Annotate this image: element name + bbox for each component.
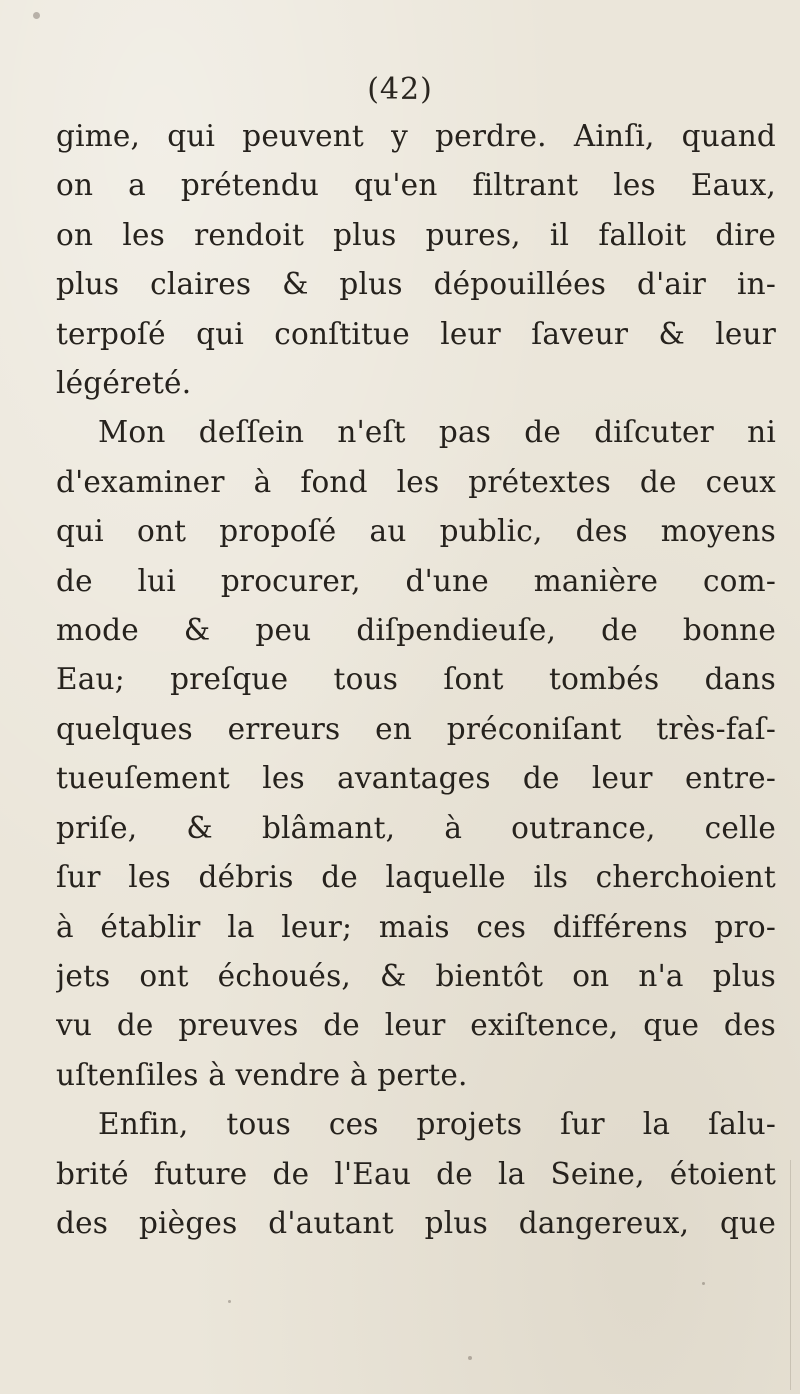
paper-speck bbox=[468, 1356, 472, 1360]
text-line: uſtenſiles à vendre à perte. bbox=[56, 1057, 468, 1092]
text-line: d'examiner à fond les prétextes de ceux bbox=[56, 464, 776, 499]
text-line: de lui procurer, d'une manière com- bbox=[56, 563, 776, 598]
paper-speck bbox=[228, 1300, 231, 1303]
text-line: Mon deſſein n'eſt pas de diſcuter ni bbox=[98, 415, 776, 450]
text-line: gime, qui peuvent y perdre. Ainſi, quand bbox=[56, 119, 776, 153]
text-line: des pièges d'autant plus dangereux, que bbox=[56, 1205, 776, 1240]
paper-crease bbox=[790, 1160, 791, 1390]
page-number: (42) bbox=[367, 72, 433, 107]
text-line: Eau; preſque tous ſont tombés dans bbox=[56, 662, 776, 697]
paper-speck bbox=[33, 12, 40, 19]
text-line: qui ont propoſé au public, des moyens bbox=[56, 514, 776, 549]
text-line: tueuſement les avantages de leur entre- bbox=[56, 761, 776, 796]
text-line: à établir la leur; mais ces différens pro- bbox=[56, 909, 776, 944]
text-line: on les rendoit plus pures, il falloit dire bbox=[56, 217, 776, 252]
text-line: Enfin, tous ces projets ſur la ſalu- bbox=[98, 1107, 776, 1142]
text-line: on a prétendu qu'en filtrant les Eaux, bbox=[56, 168, 776, 203]
text-line: priſe, & blâmant, à outrance, celle bbox=[56, 810, 776, 845]
text-line: mode & peu diſpendieuſe, de bonne bbox=[56, 613, 776, 648]
text-line: quelques erreurs en préconiſant très-faſ- bbox=[56, 711, 776, 746]
text-line: jets ont échoués, & bientôt on n'a plus bbox=[56, 958, 776, 993]
text-line: plus claires & plus dépouillées d'air in- bbox=[56, 267, 776, 302]
text-line: ſur les débris de laquelle ils cherchoient bbox=[56, 860, 776, 895]
text-line: légéreté. bbox=[56, 366, 192, 401]
paper-speck bbox=[702, 1282, 705, 1285]
text-line: terpoſé qui conſtitue leur ſaveur & leur bbox=[56, 316, 776, 351]
text-line: vu de preuves de leur exiſtence, que des bbox=[56, 1008, 776, 1043]
text-line: brité future de l'Eau de la Seine, étoient bbox=[56, 1156, 776, 1191]
body-text bbox=[56, 112, 776, 1248]
